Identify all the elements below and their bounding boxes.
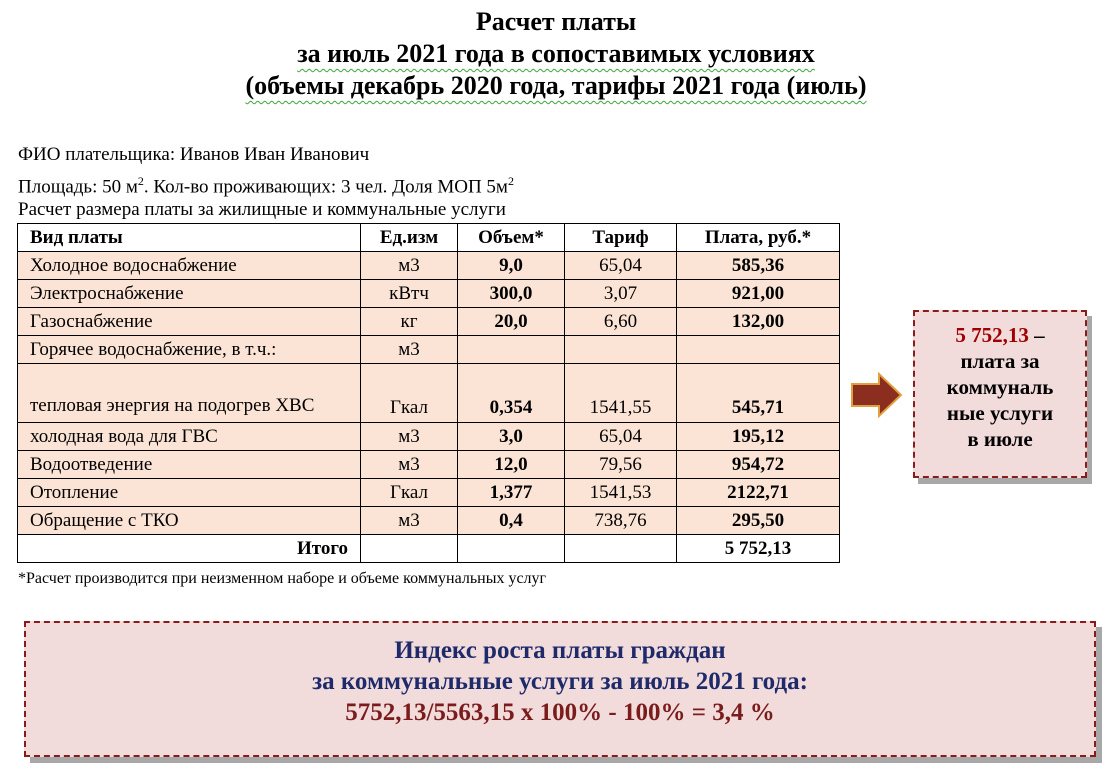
table-row	[18, 308, 840, 336]
index-formula: 5752,13/5563,15 х 100% - 100% = 3,4 %	[345, 699, 775, 726]
row-volume: 12,0	[458, 451, 565, 479]
total-empty-cell	[361, 535, 458, 563]
row-unit: Гкал	[361, 364, 458, 423]
row-payment: 132,00	[677, 308, 840, 336]
row-volume: 0,354	[458, 364, 565, 423]
sidebox-text-4: в июле	[967, 427, 1033, 451]
row-payment	[677, 336, 840, 364]
row-tariff: 6,60	[565, 308, 677, 336]
row-unit: Гкал	[361, 479, 458, 507]
row-payment: 545,71	[677, 364, 840, 423]
header-type: Вид платы	[18, 224, 361, 252]
sidebox-text-1: плата за	[960, 349, 1040, 373]
total-label: Итого	[18, 535, 361, 563]
header-unit: Ед.изм	[361, 224, 458, 252]
table-row	[18, 280, 840, 308]
row-unit: кг	[361, 308, 458, 336]
row-tariff: 65,04	[565, 423, 677, 451]
row-volume: 1,377	[458, 479, 565, 507]
row-volume: 9,0	[458, 252, 565, 280]
row-unit: м3	[361, 507, 458, 535]
row-unit: м3	[361, 252, 458, 280]
header-payment: Плата, руб.*	[677, 224, 840, 252]
row-name: Отопление	[18, 479, 361, 507]
index-title: Индекс роста платы граждан	[394, 637, 726, 664]
title-line-2: за июль 2021 года в сопоставимых условиях	[297, 39, 815, 68]
payment-table	[17, 223, 840, 563]
sidebox-text-2: коммуналь	[946, 375, 1054, 399]
row-name: Водоотведение	[18, 451, 361, 479]
total-empty-cell	[565, 535, 677, 563]
row-name: Холодное водоснабжение	[18, 252, 361, 280]
row-volume: 3,0	[458, 423, 565, 451]
row-tariff: 738,76	[565, 507, 677, 535]
title-line-1: Расчет платы	[475, 7, 637, 36]
row-name: холодная вода для ГВС	[18, 423, 361, 451]
header-tariff: Тариф	[565, 224, 677, 252]
row-unit: м3	[361, 423, 458, 451]
title-line-3: (объемы декабрь 2020 года, тарифы 2021 года (июль)	[245, 71, 867, 100]
row-volume: 20,0	[458, 308, 565, 336]
growth-index-box	[24, 621, 1096, 757]
table-row	[18, 252, 840, 280]
row-name: тепловая энергия на подогрев ХВС	[18, 364, 361, 423]
row-name: Горячее водоснабжение, в т.ч.:	[18, 336, 361, 364]
sidebox-text-3: ные услуги	[946, 401, 1054, 425]
row-payment: 2122,71	[677, 479, 840, 507]
calc-caption: Расчет размера платы за жилищные и коммунальные услуги	[18, 199, 506, 220]
table-row	[18, 479, 840, 507]
page-title	[0, 6, 1112, 102]
table-header-row	[18, 224, 840, 252]
row-name: Газоснабжение	[18, 308, 361, 336]
footnote: *Расчет производится при неизменном наборе и объеме коммунальных услуг	[18, 570, 547, 587]
sidebox-amount-line: 5 752,13 –	[955, 323, 1045, 347]
index-subtitle: за коммунальные услуги за июль 2021 года:	[312, 668, 808, 695]
row-tariff: 79,56	[565, 451, 677, 479]
row-payment: 585,36	[677, 252, 840, 280]
row-tariff: 65,04	[565, 252, 677, 280]
row-unit: м3	[361, 451, 458, 479]
table-row	[18, 336, 840, 364]
total-value: 5 752,13	[677, 535, 840, 563]
header-volume: Объем*	[458, 224, 565, 252]
row-payment: 954,72	[677, 451, 840, 479]
row-volume: 300,0	[458, 280, 565, 308]
row-volume	[458, 336, 565, 364]
table-row	[18, 423, 840, 451]
payer-name: ФИО плательщика: Иванов Иван Иванович	[18, 144, 370, 165]
row-tariff: 3,07	[565, 280, 677, 308]
right-arrow-icon	[851, 372, 903, 418]
monthly-payment-box	[913, 310, 1087, 478]
row-payment: 295,50	[677, 507, 840, 535]
row-tariff: 1541,53	[565, 479, 677, 507]
table-row	[18, 507, 840, 535]
table-row	[18, 451, 840, 479]
row-unit: м3	[361, 336, 458, 364]
table-total-row	[18, 535, 840, 563]
total-empty-cell	[458, 535, 565, 563]
row-name: Обращение с ТКО	[18, 507, 361, 535]
row-tariff	[565, 336, 677, 364]
table-row	[18, 364, 840, 423]
row-volume: 0,4	[458, 507, 565, 535]
row-unit: кВтч	[361, 280, 458, 308]
row-name: Электроснабжение	[18, 280, 361, 308]
row-payment: 195,12	[677, 423, 840, 451]
area-info: Площадь: 50 $м^2$. Кол-во проживающих: 3 чел. Доля МОП $5м^2$	[18, 174, 514, 198]
row-tariff: 1541,55	[565, 364, 677, 423]
row-payment: 921,00	[677, 280, 840, 308]
